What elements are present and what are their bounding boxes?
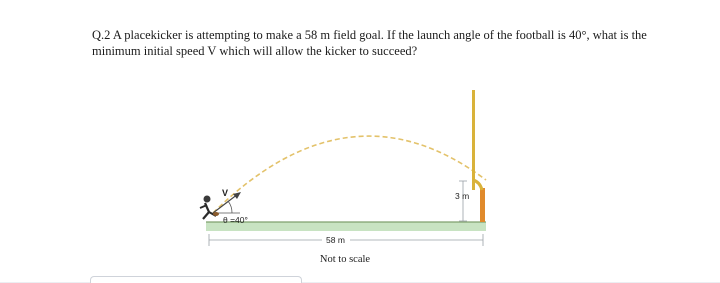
goalpost-base [480,188,485,222]
goalpost-upright [472,90,475,190]
height-label: 3 m [455,191,470,201]
kicker-figure [200,196,219,220]
velocity-label: V [222,188,229,198]
distance-label: 58 m [326,235,345,245]
trajectory-path [213,136,486,213]
ground [206,222,486,231]
figure-caption: Not to scale [319,254,371,265]
angle-label: θ =40° [223,215,248,225]
question-text: Q.2 A placekicker is attempting to make a 58 m field goal. If the launch angle of the football is 40°, what is the minimum initial speed V which will allow the kicker to succeed? [92,28,647,58]
angle-arc [228,201,232,213]
